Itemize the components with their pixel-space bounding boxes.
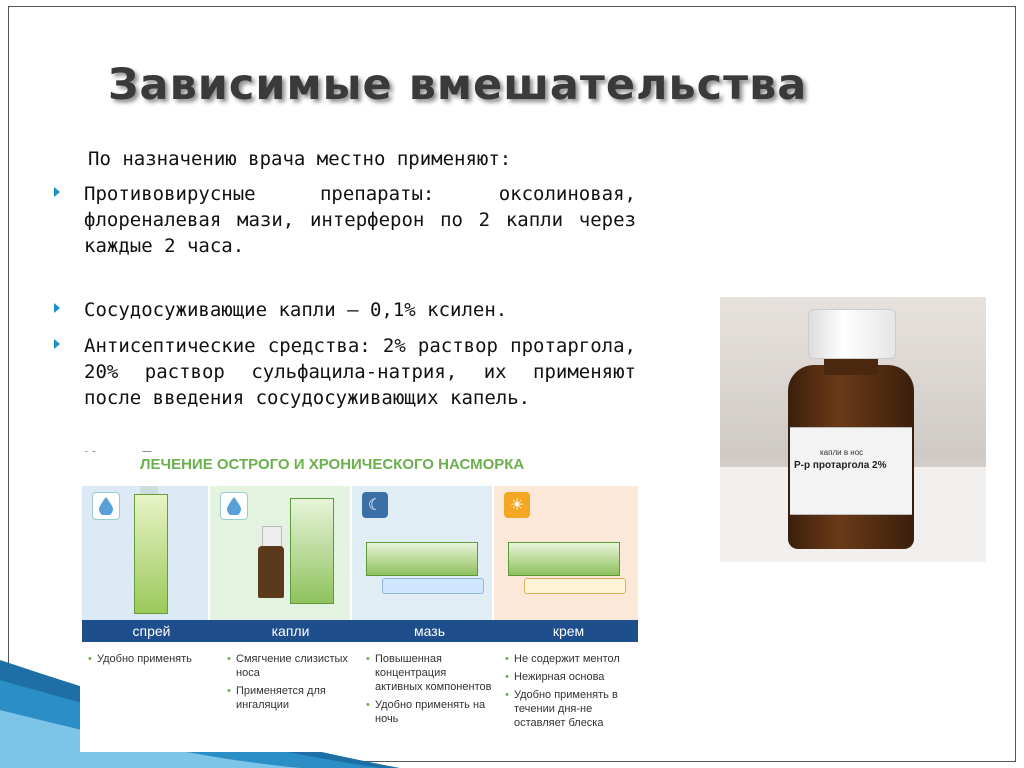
form-labels-bar [82, 620, 638, 642]
bottle-cap [808, 309, 896, 359]
bullet-arrow-icon [54, 339, 60, 349]
benefit-item: • Повышенная концентрация активных компонентов [366, 652, 493, 694]
ointment-benefits [360, 646, 499, 752]
label-ointment: мазь [414, 623, 445, 639]
drop-icon [92, 492, 120, 520]
drops-bottle-image [258, 546, 284, 598]
ointment-tube-image [382, 578, 484, 594]
spray-bottle-image [134, 494, 168, 614]
bullet-arrow-icon [54, 187, 60, 197]
bullet-arrow-icon [54, 303, 60, 313]
drops-box-image [290, 498, 334, 604]
benefit-item: • Удобно применять в течении дня-не оставляет блеска [505, 688, 632, 730]
infographic-benefits [82, 646, 638, 752]
ointment-box-image [366, 542, 478, 576]
sun-icon: ☀ [504, 492, 530, 518]
benefit-item: • Удобно применять на ночь [366, 698, 493, 726]
slide-title: Зависимые вмешательства [108, 60, 808, 110]
infographic-title: ЛЕЧЕНИЕ ОСТРОГО И ХРОНИЧЕСКОГО НАСМОРКА [140, 456, 525, 473]
benefit-item: • Применяется для ингаляции [227, 684, 354, 712]
label-main-text: Р-р протаргола 2% [794, 460, 887, 471]
label-spray: спрей [132, 623, 171, 639]
benefit-item: • Смягчение слизистых носа [227, 652, 354, 680]
ointment-panel [352, 486, 492, 620]
bullet-text: Сосудосуживающие капли – 0,1% ксилен. [84, 299, 508, 321]
benefit-item: • Удобно применять [88, 652, 215, 666]
bullet-antiviral [84, 181, 636, 259]
protargol-bottle-photo [720, 297, 986, 562]
drop-icon [220, 492, 248, 520]
benefit-item: • Нежирная основа [505, 670, 632, 684]
cream-panel [494, 486, 638, 620]
bullet-text: Противовирусные препараты: оксолиновая, флореналевая мази, интерферон по 2 капли через каждые 2 часа. [84, 183, 636, 257]
cream-tube-image [524, 578, 626, 594]
spray-panel [82, 486, 208, 620]
cream-benefits [499, 646, 638, 752]
label-cream: крем [552, 623, 585, 639]
label-drops: капли [271, 623, 310, 639]
intro-text: По назначению врача местно применяют: [88, 148, 512, 170]
bottle-label [790, 427, 912, 515]
bullet-antiseptic [84, 333, 636, 411]
bullet-vasoconstrictor [84, 297, 636, 323]
cream-box-image [508, 542, 620, 576]
moon-icon: ☾ [362, 492, 388, 518]
drops-panel [210, 486, 350, 620]
treatment-infographic [80, 452, 640, 752]
bullet-text: Антисептические средства: 2% раствор протаргола, 20% раствор сульфацила-натрия, их применяют после введения сосудосуживающих капель. [84, 335, 636, 409]
drops-benefits [221, 646, 360, 752]
spray-benefits [82, 646, 221, 752]
label-top-text: капли в нос [820, 448, 864, 457]
benefit-item: • Не содержит ментол [505, 652, 632, 666]
